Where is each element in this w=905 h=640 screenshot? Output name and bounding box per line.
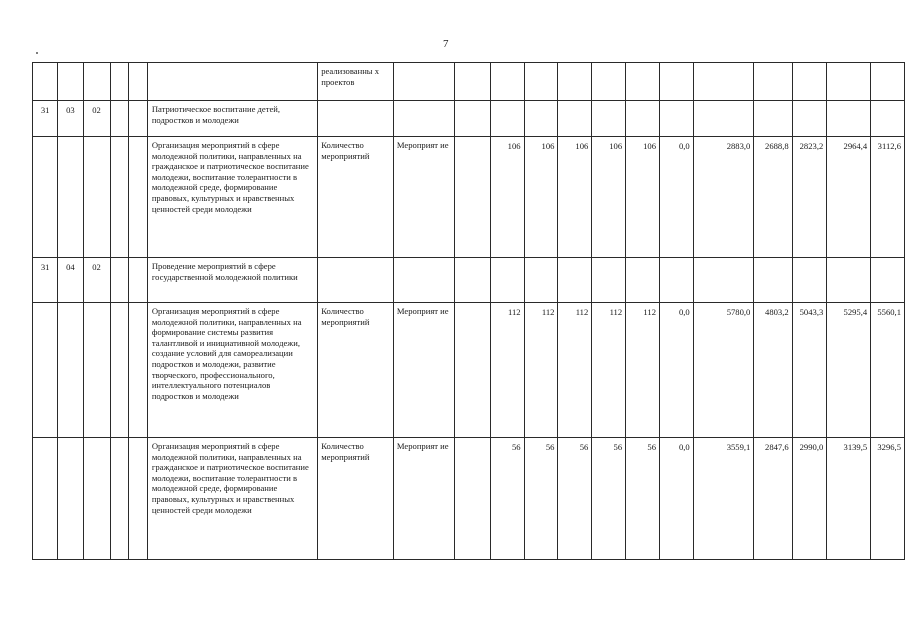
scan-speck [36, 52, 38, 54]
value-cell [693, 258, 754, 303]
code-cell: 31 [33, 258, 58, 303]
code-cell [58, 137, 83, 258]
table-row [33, 258, 905, 303]
value-cell: 2883,0 [693, 137, 754, 258]
value-cell [660, 258, 694, 303]
code-cell [110, 303, 128, 438]
code-cell [110, 137, 128, 258]
table-row [33, 101, 905, 137]
table-row [33, 438, 905, 560]
value-cell [693, 101, 754, 137]
value-cell: 5043,3 [792, 303, 827, 438]
value-cell: 56 [626, 438, 660, 560]
code-cell [33, 438, 58, 560]
unit-cell [393, 258, 454, 303]
value-cell [490, 101, 524, 137]
value-cell: 4803,2 [754, 303, 792, 438]
value-cell [524, 258, 558, 303]
value-cell: 2964,4 [827, 137, 871, 258]
value-cell [754, 258, 792, 303]
value-cell: 5560,1 [871, 303, 905, 438]
value-cell [558, 258, 592, 303]
value-cell: 2847,6 [754, 438, 792, 560]
value-cell: 5295,4 [827, 303, 871, 438]
code-cell [83, 137, 110, 258]
value-cell: 0,0 [660, 438, 694, 560]
value-cell [626, 101, 660, 137]
value-cell [490, 258, 524, 303]
code-cell: 31 [33, 101, 58, 137]
value-cell: 56 [490, 438, 524, 560]
code-cell [110, 101, 128, 137]
value-cell [524, 101, 558, 137]
value-cell: 112 [626, 303, 660, 438]
description-cell: Организация мероприятий в сфере молодежной политики, направленных на гражданское и патриотическое воспитание молодежи, воспитание толерантности в молодежной среде, формирование правовых, культурных и нравственных ценностей среди молодежи [147, 438, 317, 560]
value-cell: 2688,8 [754, 137, 792, 258]
unit-cell: Мероприят ие [393, 303, 454, 438]
table-row [33, 303, 905, 438]
code-cell: 02 [83, 101, 110, 137]
description-cell: Патриотическое воспитание детей, подростков и молодежи [147, 101, 317, 137]
value-cell: 0,0 [660, 137, 694, 258]
value-cell: 2990,0 [792, 438, 827, 560]
value-cell: 106 [558, 137, 592, 258]
value-cell: 112 [558, 303, 592, 438]
code-cell [58, 303, 83, 438]
value-cell: 3139,5 [827, 438, 871, 560]
value-cell: 2823,2 [792, 137, 827, 258]
value-cell: 106 [626, 137, 660, 258]
program-table [32, 62, 905, 560]
description-cell: Проведение мероприятий в сфере государственной молодежной политики [147, 258, 317, 303]
indicator-cell [318, 101, 394, 137]
value-cell: 56 [592, 438, 626, 560]
value-cell [827, 258, 871, 303]
unit-cell: Мероприят ие [393, 137, 454, 258]
code-cell [83, 438, 110, 560]
indicator-cell [318, 258, 394, 303]
value-cell: 3112,6 [871, 137, 905, 258]
indicator-cell: Количество мероприятий [318, 303, 394, 438]
value-cell: 106 [490, 137, 524, 258]
code-cell [83, 303, 110, 438]
code-cell [33, 137, 58, 258]
value-cell: 112 [592, 303, 626, 438]
code-cell: 03 [58, 101, 83, 137]
value-cell [792, 258, 827, 303]
header-indicator-fragment: реализованны х проектов [318, 63, 394, 101]
code-cell: 02 [83, 258, 110, 303]
value-cell [558, 101, 592, 137]
description-cell: Организация мероприятий в сфере молодежной политики, направленных на гражданское и патриотическое воспитание молодежи, воспитание толерантности в молодежной среде, формирование правовых, культурных и нравственных ценностей среди молодежи [147, 137, 317, 258]
value-cell: 106 [524, 137, 558, 258]
table-row [33, 137, 905, 258]
value-cell: 56 [524, 438, 558, 560]
value-cell: 112 [524, 303, 558, 438]
value-cell: 112 [490, 303, 524, 438]
code-cell [58, 438, 83, 560]
indicator-cell: Количество мероприятий [318, 137, 394, 258]
code-cell [33, 303, 58, 438]
unit-cell [393, 101, 454, 137]
indicator-cell: Количество мероприятий [318, 438, 394, 560]
value-cell [626, 258, 660, 303]
value-cell: 0,0 [660, 303, 694, 438]
page-number: 7 [443, 38, 449, 50]
code-cell [110, 258, 128, 303]
code-cell [110, 438, 128, 560]
value-cell [660, 101, 694, 137]
value-cell: 56 [558, 438, 592, 560]
unit-cell: Мероприят ие [393, 438, 454, 560]
value-cell [871, 101, 905, 137]
value-cell [871, 258, 905, 303]
code-cell: 04 [58, 258, 83, 303]
value-cell: 5780,0 [693, 303, 754, 438]
value-cell: 3296,5 [871, 438, 905, 560]
table-row [33, 63, 905, 101]
value-cell [592, 258, 626, 303]
description-cell: Организация мероприятий в сфере молодежной политики, направленных на формирование системы развития талантливой и инициативной молодежи, создание условий для самореализации подростков и молодежи, развитие творческого, профессионального, интеллектуального потенциалов подростков и молодежи [147, 303, 317, 438]
value-cell: 3559,1 [693, 438, 754, 560]
value-cell: 106 [592, 137, 626, 258]
value-cell [592, 101, 626, 137]
value-cell [754, 101, 792, 137]
value-cell [792, 101, 827, 137]
value-cell [827, 101, 871, 137]
